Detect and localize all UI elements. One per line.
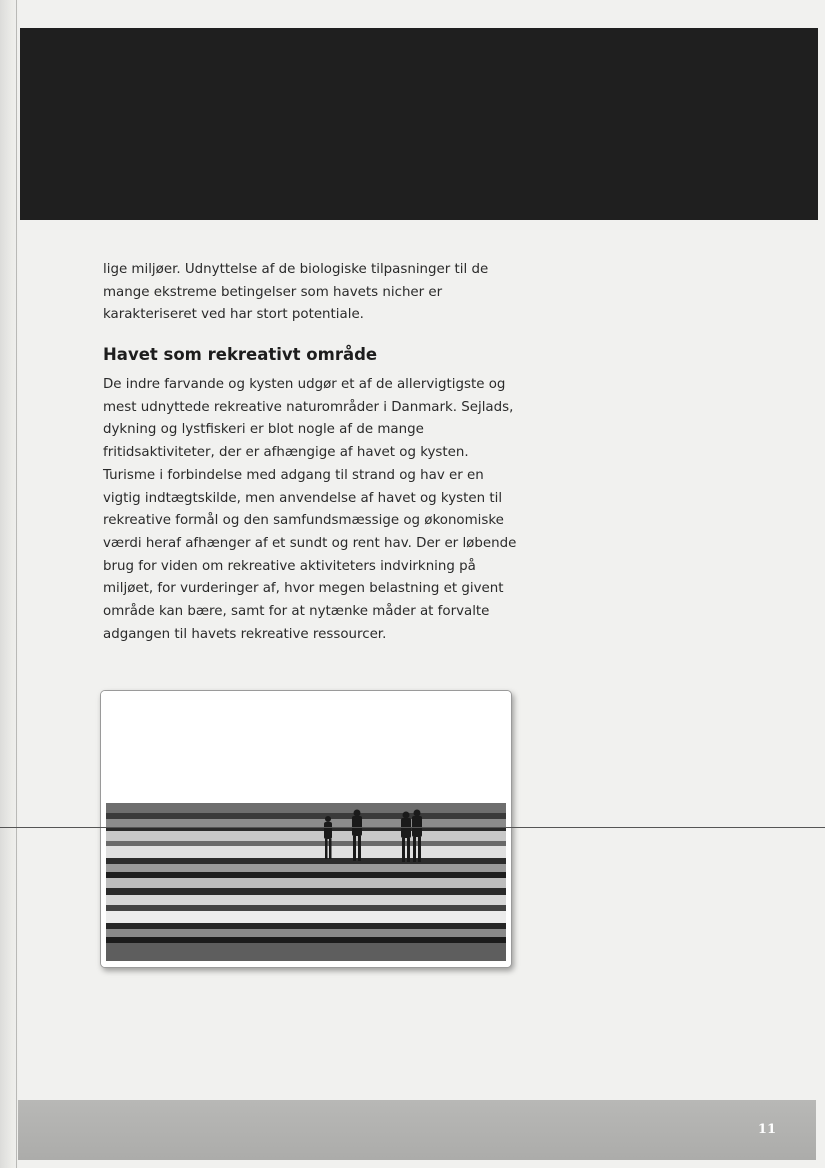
page-number: 11: [757, 1122, 776, 1137]
intro-paragraph: lige miljøer. Udnyttelse af de biologiske tilpasninger til de mange ekstreme betingelser som havets nicher er karakteriseret ved har stort potentiale.: [103, 262, 489, 323]
binding-rule: [16, 0, 17, 1168]
beach-people-photo-icon: [101, 691, 511, 967]
header-band: [20, 28, 818, 220]
page-binding-edge: [0, 0, 20, 1168]
section-heading: Havet som rekreativt område: [103, 345, 378, 364]
section-paragraph: De indre farvande og kysten udgør et af de allervigtigste og mest udnyttede rekreative naturområder i Danmark. Sejlads, dykning og lystfiskeri er blot nogle af de mange fritidsaktiviteter, der er afhængige af havet og kysten. Turisme i forbindelse med adgang til strand og hav er en vigtig indtægtskilde, men anvendelse af havet og kysten til rekreative formål og den samfundsmæssige og økonomiske værdi heraf afhænger af et sundt og rent hav. Der er løbende brug for viden om rekreative aktiviteters indvirkning på miljøet, for vurderinger af, hvor megen belastning et givent område kan bære, samt for at nytænke måder at forvalte adgangen til havets rekreative ressourcer.: [103, 377, 517, 642]
beach-photo: [100, 690, 512, 968]
crop-mark-line: [0, 827, 825, 828]
footer-band: [18, 1100, 816, 1160]
